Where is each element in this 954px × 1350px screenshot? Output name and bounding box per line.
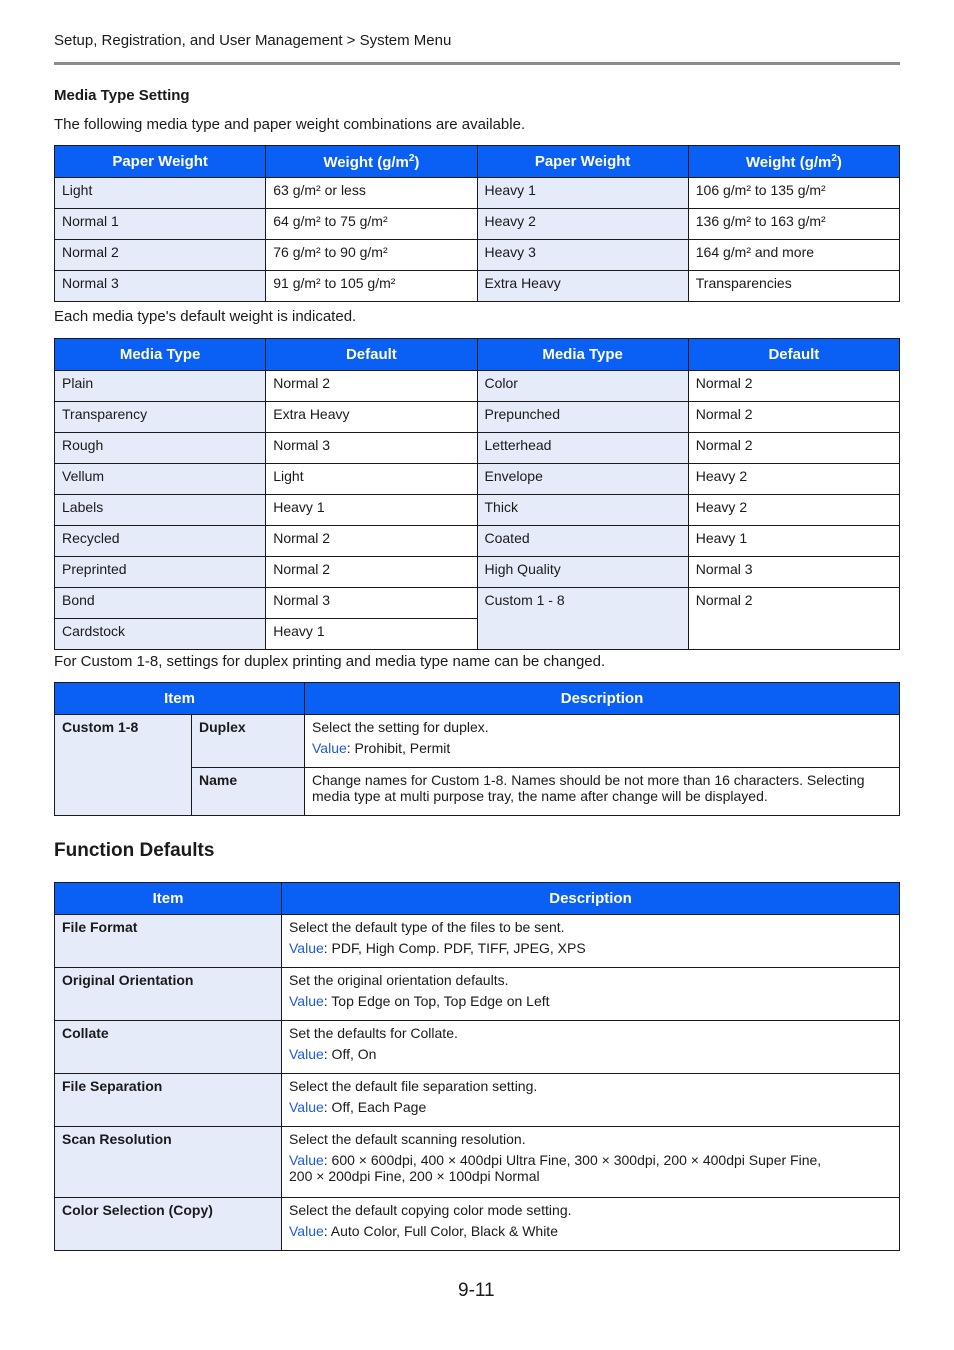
table-cell: Custom 1 - 8	[477, 588, 688, 650]
header-media-type: Media Type	[55, 339, 266, 371]
table-cell: Heavy 2	[477, 209, 688, 240]
table-cell: Heavy 1	[688, 526, 899, 557]
table-cell: Preprinted	[55, 557, 266, 588]
value-line	[289, 1152, 892, 1184]
header-sup: 2	[831, 152, 837, 164]
table-cell: Extra Heavy	[266, 402, 477, 433]
breadcrumb: Setup, Registration, and User Management > System Menu	[54, 32, 452, 49]
table-cell: 63 g/m² or less	[266, 178, 477, 209]
value-text: : Prohibit, Permit	[346, 740, 451, 756]
table-row	[55, 557, 900, 588]
table-row	[55, 371, 900, 402]
intro-paragraph: The following media type and paper weight combinations are available.	[54, 116, 526, 133]
table-cell: Prepunched	[477, 402, 688, 433]
table-cell: 64 g/m² to 75 g/m²	[266, 209, 477, 240]
table-cell: Labels	[55, 495, 266, 526]
description-text: Select the default copying color mode setting.	[289, 1202, 572, 1218]
description-cell	[305, 715, 900, 768]
table-header-row	[55, 339, 900, 371]
description-text: Select the default scanning resolution.	[289, 1131, 526, 1147]
value-label: Value	[289, 1223, 324, 1239]
value-text: : PDF, High Comp. PDF, TIFF, JPEG, XPS	[323, 940, 586, 956]
header-default: Default	[688, 339, 899, 371]
value-text: : Top Edge on Top, Top Edge on Left	[323, 993, 550, 1009]
value-label: Value	[289, 1046, 324, 1062]
value-line	[289, 993, 892, 1009]
table-cell: Normal 2	[688, 402, 899, 433]
table-cell: Extra Heavy	[477, 271, 688, 302]
header-text: Weight (g/m	[323, 153, 409, 171]
section-title-media-type-setting: Media Type Setting	[54, 87, 190, 104]
table-cell: Heavy 1	[266, 495, 477, 526]
header-weight-unit	[266, 146, 477, 178]
header-description: Description	[282, 883, 900, 915]
table-cell: Transparencies	[688, 271, 899, 302]
table-cell: Letterhead	[477, 433, 688, 464]
custom-settings-table	[54, 682, 900, 816]
table-header-row	[55, 883, 900, 915]
value-line	[289, 1223, 892, 1239]
value-line	[289, 1046, 892, 1062]
table-cell: Rough	[55, 433, 266, 464]
description-text: Select the setting for duplex.	[312, 719, 489, 735]
table-cell: Color	[477, 371, 688, 402]
table-cell: Normal 2	[688, 588, 899, 650]
table-row	[55, 464, 900, 495]
table-cell: Vellum	[55, 464, 266, 495]
table-cell: Cardstock	[55, 619, 266, 650]
table-cell: Normal 3	[266, 588, 477, 619]
table-cell: 76 g/m² to 90 g/m²	[266, 240, 477, 271]
item-label: Color Selection (Copy)	[55, 1198, 282, 1251]
value-text: : Off, Each Page	[323, 1099, 427, 1115]
header-text: )	[836, 153, 842, 171]
section-title-function-defaults: Function Defaults	[54, 840, 215, 861]
item-label: File Separation	[55, 1074, 282, 1127]
table-cell: Bond	[55, 588, 266, 619]
table-row	[55, 968, 900, 1021]
table-row	[55, 1074, 900, 1127]
value-label: Value	[289, 993, 324, 1009]
table-cell: Thick	[477, 495, 688, 526]
value-line	[289, 1099, 892, 1115]
table-row	[55, 715, 900, 768]
value-label: Value	[289, 940, 324, 956]
item-label: File Format	[55, 915, 282, 968]
description-cell	[282, 1198, 900, 1251]
header-description: Description	[305, 683, 900, 715]
description-text: Select the default file separation setting.	[289, 1078, 538, 1094]
table-header-row	[55, 146, 900, 178]
header-paper-weight: Paper Weight	[55, 146, 266, 178]
table-row	[55, 433, 900, 464]
description-text: Set the original orientation defaults.	[289, 972, 509, 988]
value-text: : Auto Color, Full Color, Black & White	[323, 1223, 558, 1239]
table-cell: Light	[266, 464, 477, 495]
table-cell: Light	[55, 178, 266, 209]
table-cell: Normal 2	[266, 526, 477, 557]
table-row	[55, 402, 900, 433]
table-cell: Recycled	[55, 526, 266, 557]
value-text: : Off, On	[323, 1046, 377, 1062]
value-line	[289, 940, 892, 956]
header-media-type: Media Type	[477, 339, 688, 371]
description-cell	[282, 915, 900, 968]
table-row	[55, 1198, 900, 1251]
table-row	[55, 1021, 900, 1074]
table-row	[55, 240, 900, 271]
item-label: Original Orientation	[55, 968, 282, 1021]
value-label: Value	[312, 740, 347, 756]
function-defaults-table	[54, 882, 900, 1251]
table-cell: Normal 3	[266, 433, 477, 464]
table-cell: 136 g/m² to 163 g/m²	[688, 209, 899, 240]
item-label: Name	[192, 768, 305, 816]
description-cell	[282, 968, 900, 1021]
table-cell: Coated	[477, 526, 688, 557]
table-cell: Transparency	[55, 402, 266, 433]
table-cell: Heavy 3	[477, 240, 688, 271]
header-divider	[54, 62, 900, 65]
table-cell: Plain	[55, 371, 266, 402]
table-cell: Heavy 2	[688, 495, 899, 526]
defaults-intro: Each media type's default weight is indicated.	[54, 308, 357, 325]
table-row	[55, 588, 900, 619]
header-default: Default	[266, 339, 477, 371]
description-cell	[282, 1021, 900, 1074]
table-cell: 106 g/m² to 135 g/m²	[688, 178, 899, 209]
paper-weight-table	[54, 145, 900, 302]
table-cell: Normal 3	[55, 271, 266, 302]
group-label: Custom 1-8	[55, 715, 192, 816]
header-sup: 2	[408, 152, 415, 164]
table-cell: 91 g/m² to 105 g/m²	[266, 271, 477, 302]
header-paper-weight: Paper Weight	[477, 146, 688, 178]
value-label: Value	[289, 1099, 324, 1115]
table-cell: Normal 2	[266, 371, 477, 402]
table-cell: Normal 2	[266, 557, 477, 588]
table-row	[55, 271, 900, 302]
table-cell: Normal 3	[688, 557, 899, 588]
value-text: : 600 × 600dpi, 400 × 400dpi Ultra Fine, 300 × 300dpi, 200 × 400dpi Super Fine, 200 × 200dpi Fine, 200 × 100dpi Normal	[289, 1152, 822, 1184]
table-row	[55, 915, 900, 968]
header-item: Item	[55, 883, 282, 915]
custom-intro: For Custom 1-8, settings for duplex printing and media type name can be changed.	[54, 653, 606, 670]
table-cell: Envelope	[477, 464, 688, 495]
table-row	[55, 526, 900, 557]
header-weight-unit	[688, 146, 899, 178]
table-row	[55, 209, 900, 240]
media-type-defaults-table	[54, 338, 900, 650]
description-text: Set the defaults for Collate.	[289, 1025, 458, 1041]
value-line	[312, 740, 892, 756]
description-text: Select the default type of the files to be sent.	[289, 919, 565, 935]
description-cell	[282, 1127, 900, 1198]
description-text: Change names for Custom 1-8. Names should be not more than 16 characters. Selecting media type at multi purpose tray, the name after change will be displayed.	[312, 772, 865, 804]
table-cell: Normal 2	[55, 240, 266, 271]
item-label: Scan Resolution	[55, 1127, 282, 1198]
description-cell	[305, 768, 900, 816]
table-cell: Normal 1	[55, 209, 266, 240]
value-label: Value	[289, 1152, 324, 1168]
table-cell: Heavy 1	[477, 178, 688, 209]
header-text: Weight (g/m	[745, 153, 832, 171]
table-cell: Normal 2	[688, 433, 899, 464]
item-label: Duplex	[192, 715, 305, 768]
table-row	[55, 178, 900, 209]
table-cell: High Quality	[477, 557, 688, 588]
table-header-row	[55, 683, 900, 715]
page-number: 9-11	[458, 1280, 495, 1301]
table-cell: Heavy 2	[688, 464, 899, 495]
table-cell: Heavy 1	[266, 619, 477, 650]
description-cell	[282, 1074, 900, 1127]
table-row	[55, 1127, 900, 1198]
table-cell: Normal 2	[688, 371, 899, 402]
table-cell: 164 g/m² and more	[688, 240, 899, 271]
table-row	[55, 495, 900, 526]
header-item: Item	[55, 683, 305, 715]
item-label: Collate	[55, 1021, 282, 1074]
header-text: )	[414, 153, 420, 171]
